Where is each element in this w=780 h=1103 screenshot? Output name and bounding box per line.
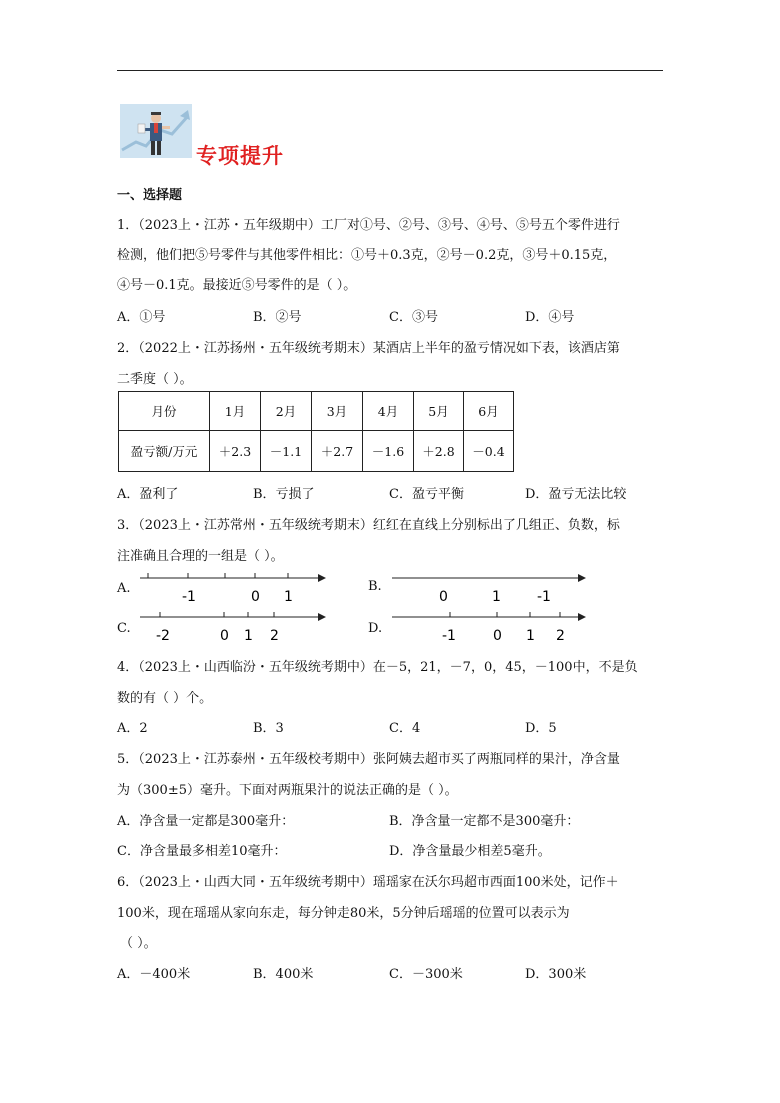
- profit-table: [118, 391, 514, 472]
- q4-option-b[interactable]: B．3: [253, 721, 284, 736]
- q3-option-c-letter[interactable]: C.: [117, 621, 131, 636]
- table-cell: 5月: [414, 392, 464, 431]
- q6-option-c[interactable]: C．－300米: [389, 967, 463, 982]
- question-5-line-2: 为（300±5）毫升。下面对两瓶果汁的说法正确的是（ ）。: [117, 783, 458, 798]
- tick-label: 2: [556, 628, 565, 644]
- numberline-option-d[interactable]: [390, 607, 590, 647]
- tick-label: 1: [244, 628, 253, 644]
- table-cell: 月份: [119, 392, 210, 431]
- q6-option-a[interactable]: A．－400米: [117, 967, 191, 982]
- question-4-line-1: 4．（2023上・山西临汾・五年级统考期中）在－5，21，－7，0，45，－100中，不是负: [117, 660, 638, 675]
- table-cell: 2月: [261, 392, 312, 431]
- q6-option-b[interactable]: B．400米: [253, 967, 314, 982]
- numberline-option-b[interactable]: [390, 568, 590, 608]
- table-cell: －0.4: [464, 431, 514, 472]
- question-6-line-1: 6．（2023上・山西大同・五年级统考期中）瑶瑶家在沃尔玛超市西面100米处，记作＋: [117, 875, 619, 890]
- numberline-option-c[interactable]: [138, 607, 328, 647]
- table-cell: ＋2.7: [312, 431, 363, 472]
- tick-label: -2: [156, 628, 170, 644]
- tick-label: 0: [439, 589, 448, 605]
- table-cell: －1.1: [261, 431, 312, 472]
- q3-option-a-letter[interactable]: A.: [117, 581, 131, 596]
- question-1-line-3: ④号－0.1克。最接近⑤号零件的是（ ）。: [117, 278, 357, 293]
- q5-option-d[interactable]: D．净含量最少相差5毫升。: [389, 844, 551, 859]
- q5-option-c[interactable]: C．净含量最多相差10毫升：: [117, 844, 287, 859]
- q2-option-b[interactable]: B．亏损了: [253, 487, 315, 502]
- question-3-line-2: 注准确且合理的一组是（ ）。: [117, 549, 284, 564]
- q4-option-d[interactable]: D．5: [525, 721, 557, 736]
- q4-option-c[interactable]: C．4: [389, 721, 421, 736]
- q4-option-a[interactable]: A．2: [117, 721, 148, 736]
- numberline-option-a[interactable]: [138, 568, 328, 608]
- q2-option-c[interactable]: C．盈亏平衡: [389, 487, 464, 502]
- question-2-line-2: 二季度（ ）。: [117, 372, 193, 387]
- question-5-line-1: 5．（2023上・江苏泰州・五年级校考期中）张阿姨去超市买了两瓶同样的果汁，净含量: [117, 752, 620, 767]
- tick-label: 1: [492, 589, 501, 605]
- section-heading: 一、选择题: [117, 188, 183, 203]
- q3-option-b-letter[interactable]: B.: [368, 579, 382, 594]
- header-rule: [117, 70, 663, 71]
- q3-option-d-letter[interactable]: D.: [368, 621, 383, 636]
- q2-option-d[interactable]: D．盈亏无法比较: [525, 487, 627, 502]
- question-3-line-1: 3．（2023上・江苏常州・五年级统考期末）红红在直线上分别标出了几组正、负数，标: [117, 518, 620, 533]
- table-cell: －1.6: [363, 431, 414, 472]
- q1-option-a[interactable]: A．①号: [117, 310, 166, 325]
- question-1-line-1: 1．（2023上・江苏・五年级期中）工厂对①号、②号、③号、④号、⑤号五个零件进行: [117, 218, 620, 233]
- question-2-line-1: 2．（2022上・江苏扬州・五年级统考期末）某酒店上半年的盈亏情况如下表，该酒店第: [117, 341, 620, 356]
- q6-option-d[interactable]: D．300米: [525, 967, 587, 982]
- tick-label: 1: [526, 628, 535, 644]
- q5-option-a[interactable]: A．净含量一定都是300毫升：: [117, 814, 295, 829]
- tick-label: -1: [537, 589, 551, 605]
- table-cell: 4月: [363, 392, 414, 431]
- q1-option-b[interactable]: B．②号: [253, 310, 302, 325]
- question-1-line-2: 检测，他们把⑤号零件与其他零件相比：①号＋0.3克，②号－0.2克，③号＋0.15克，: [117, 248, 617, 263]
- tick-label: -1: [442, 628, 456, 644]
- question-6-line-2: 100米，现在瑶瑶从家向东走，每分钟走80米，5分钟后瑶瑶的位置可以表示为: [117, 906, 570, 921]
- businessman-arrow-icon: [120, 104, 192, 158]
- q5-option-b[interactable]: B．净含量一定都不是300毫升：: [389, 814, 580, 829]
- tick-label: 0: [220, 628, 229, 644]
- table-header-row: [119, 392, 514, 431]
- table-cell: 6月: [464, 392, 514, 431]
- q2-option-a[interactable]: A．盈利了: [117, 487, 179, 502]
- table-row: [119, 431, 514, 472]
- table-cell: ＋2.8: [414, 431, 464, 472]
- tick-label: 0: [251, 589, 260, 605]
- tick-label: 2: [270, 628, 279, 644]
- section-banner-title: 专项提升: [196, 144, 284, 168]
- tick-label: 0: [493, 628, 502, 644]
- tick-label: 1: [284, 589, 293, 605]
- table-cell: 盈亏额/万元: [119, 431, 210, 472]
- banner-illustration: [120, 104, 192, 158]
- question-6-line-3: （ ）。: [120, 936, 157, 951]
- table-cell: ＋2.3: [210, 431, 261, 472]
- table-cell: 1月: [210, 392, 261, 431]
- table-cell: 3月: [312, 392, 363, 431]
- tick-label: -1: [182, 589, 196, 605]
- question-4-line-2: 数的有（ ）个。: [117, 691, 213, 706]
- q1-option-c[interactable]: C．③号: [389, 310, 438, 325]
- q1-option-d[interactable]: D．④号: [525, 310, 575, 325]
